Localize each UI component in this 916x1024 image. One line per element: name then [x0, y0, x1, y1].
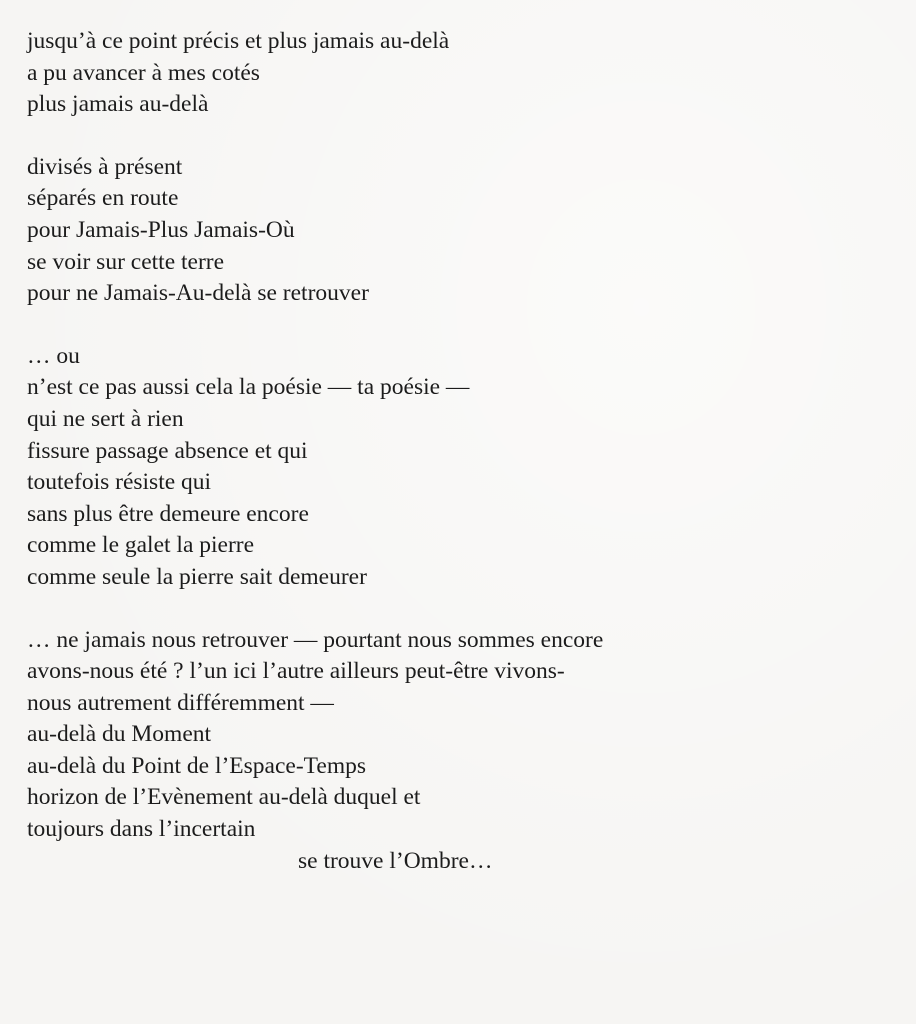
poem-line: jusqu’à ce point précis et plus jamais au-delà	[27, 28, 450, 54]
poem-line: … ou	[27, 342, 80, 369]
stanza-4	[27, 625, 897, 878]
poem-line: toutefois résiste qui	[27, 469, 212, 496]
poem-line: au-delà du Moment	[27, 721, 212, 748]
stanza-1	[27, 26, 897, 121]
poem-line: fissure passage absence et qui	[27, 437, 308, 464]
poem-line: comme seule la pierre sait demeurer	[27, 563, 367, 590]
poem-line: au-delà du Point de l’Espace-Temps	[27, 752, 366, 779]
poem-line: toujours dans l’incertain	[27, 816, 256, 843]
poem-line: séparés en route	[27, 185, 179, 212]
stanza-3	[27, 341, 897, 594]
poem-line: pour ne Jamais-Au-delà se retrouver	[27, 280, 369, 307]
poem-line: pour Jamais-Plus Jamais-Où	[27, 216, 295, 243]
poem-line: divisés à présent	[27, 153, 183, 180]
poem-line: n’est ce pas aussi cela la poésie — ta poésie —	[27, 374, 470, 401]
poem-line: horizon de l’Evènement au-delà duquel et	[27, 784, 421, 811]
stanza-2	[27, 152, 897, 310]
poem-line: avons-nous été ? l’un ici l’autre ailleurs peut-être vivons-	[27, 658, 565, 685]
poem-line: a pu avancer à mes cotés	[27, 59, 260, 86]
poem-line: plus jamais au-delà	[27, 91, 209, 118]
poem-closing-line: se trouve l’Ombre…	[298, 847, 493, 874]
poem-page	[27, 26, 897, 877]
poem-line: nous autrement différemment —	[27, 689, 334, 716]
poem-line: sans plus être demeure encore	[27, 500, 309, 527]
poem-line: qui ne sert à rien	[27, 405, 184, 432]
poem-line: … ne jamais nous retrouver — pourtant nous sommes encore	[27, 626, 604, 653]
poem-line: comme le galet la pierre	[27, 532, 255, 559]
poem-line: se voir sur cette terre	[27, 248, 225, 275]
